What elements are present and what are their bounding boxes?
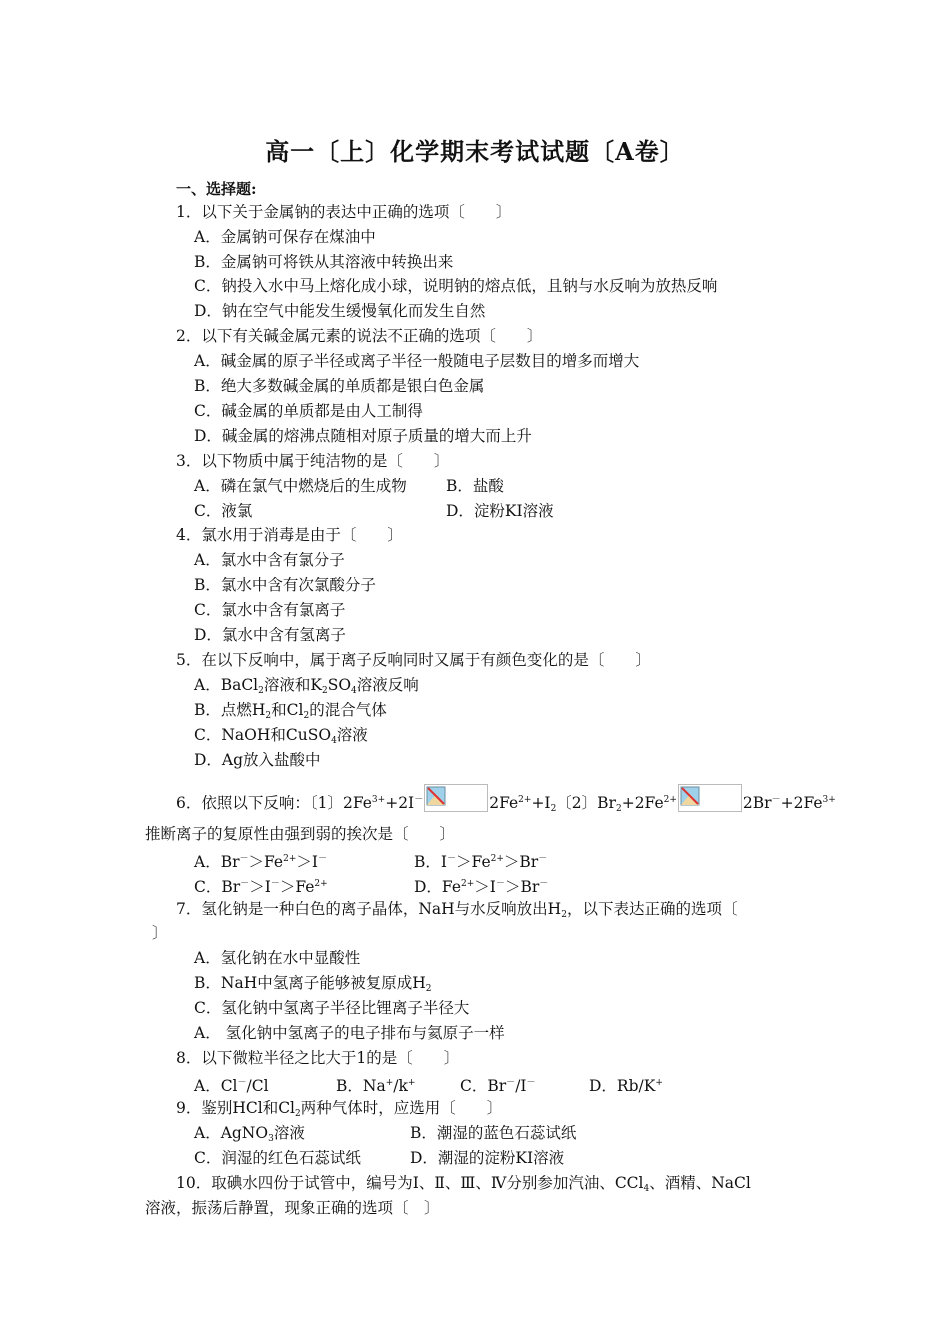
q3-stem: 3．以下物质中属于纯洁物的是〔 〕	[176, 452, 450, 470]
q6-option-c: C．$Br^->I^->Fe^{2+}$	[194, 878, 328, 896]
q4-option-a: A．氯水中含有氯分子	[194, 551, 345, 569]
q7-stem: 7．氢化钠是一种白色的离子晶体，NaH与水反响放出$H_2$，以下表达正确的选项〔	[176, 900, 738, 920]
q3-option-b: B．盐酸	[446, 477, 504, 495]
q2-option-d: D．碱金属的熔沸点随相对原子质量的增大而上升	[194, 427, 532, 445]
q3-option-c: C．液氯	[194, 502, 253, 520]
q8-option-c: C．Br－/I－	[460, 1077, 536, 1095]
q1-option-d: D．钠在空气中能发生缓慢氧化而发生自然	[194, 302, 486, 320]
q7-option-a: A．氢化钠在水中显酸性	[194, 949, 361, 967]
q6-stem: 6．依照以下反响：〔1〕$2Fe^{3+}+2I^-$ $2Fe^{2+}+I_2$〔2〕$Br_2+2Fe^{2+}$ $2Br^-+2Fe^{3+}$	[176, 784, 836, 819]
q4-stem: 4．氯水用于消毒是由于〔 〕	[176, 526, 403, 544]
q8-option-a: A．Cl－/Cl	[194, 1077, 269, 1095]
q4-option-c: C．氯水中含有氯离子	[194, 601, 346, 619]
q1-option-c: C．钠投入水中马上熔化成小球，说明钠的熔点低，且钠与水反响为放热反响	[194, 277, 718, 295]
reaction-arrow-image-placeholder	[678, 784, 742, 812]
q9-option-b: B．潮湿的蓝色石蕊试纸	[410, 1124, 577, 1142]
q2-option-b: B．绝大多数碱金属的单质都是银白色金属	[194, 377, 485, 395]
broken-image-icon	[680, 786, 700, 806]
q6-option-a: A．$Br^->Fe^{2+}>I^-$	[194, 853, 328, 871]
q6-stem-line2: 推断离子的复原性由强到弱的挨次是〔 〕	[145, 825, 456, 843]
q3-option-a: A．磷在氯气中燃烧后的生成物	[194, 477, 407, 495]
q2-stem: 2．以下有关碱金属元素的说法不正确的选项〔 〕	[176, 327, 543, 345]
q6-option-d: D．$Fe^{2+}>I^->Br^-$	[414, 878, 549, 896]
q2-option-c: C．碱金属的单质都是由人工制得	[194, 402, 423, 420]
q9-stem: 9．鉴别HCl和$Cl_2$两种气体时，应选用〔 〕	[176, 1099, 503, 1119]
q9-option-a: A．AgNO$_3$溶液	[194, 1124, 305, 1144]
q1-option-a: A．金属钠可保存在煤油中	[194, 228, 376, 246]
q7-option-d: A． 氢化钠中氢离子的电子排布与氦原子一样	[194, 1024, 505, 1042]
q8-stem: 8．以下微粒半径之比大于1的是〔 〕	[176, 1049, 460, 1067]
section-heading: 一、选择题:	[176, 180, 257, 198]
q7-option-c: C．氢化钠中氢离子半径比锂离子半径大	[194, 999, 470, 1017]
q9-option-d: D．潮湿的淀粉KI溶液	[410, 1149, 565, 1167]
reaction-arrow-image-placeholder	[424, 784, 488, 812]
q3-option-d: D．淀粉KI溶液	[446, 502, 554, 520]
q5-option-a: A．BaCl$_2$溶液和$K_2SO_4$溶液反响	[194, 676, 419, 696]
q5-option-d: D．Ag放入盐酸中	[194, 751, 321, 769]
q10-stem-line2: 溶液，振荡后静置，现象正确的选项〔 〕	[145, 1199, 440, 1217]
q5-stem: 5．在以下反响中，属于离子反响同时又属于有颜色变化的是〔 〕	[176, 651, 651, 669]
q4-option-b: B．氯水中含有次氯酸分子	[194, 576, 376, 594]
exam-title: 高一〔上〕化学期末考试试题〔A卷〕	[265, 137, 685, 166]
q4-option-d: D．氯水中含有氢离子	[194, 626, 346, 644]
q8-option-d: D．Rb/K+	[589, 1077, 663, 1095]
q7-option-b: B．NaH中氢离子能够被复原成$H_2$	[194, 974, 432, 994]
q7-stem-line2: 〕	[152, 924, 168, 942]
q5-option-b: B．点燃$H_2$和$Cl_2$的混合气体	[194, 701, 387, 721]
q8-option-b: B．Na+/k+	[336, 1077, 416, 1095]
broken-image-icon	[426, 786, 446, 806]
q6-option-b: B．$I^->Fe^{2+}>Br^-$	[414, 853, 548, 871]
q1-option-b: B．金属钠可将铁从其溶液中转换出来	[194, 253, 454, 271]
q9-option-c: C．润湿的红色石蕊试纸	[194, 1149, 361, 1167]
q2-option-a: A．碱金属的原子半径或离子半径一般随电子层数目的增多而增大	[194, 352, 640, 370]
q10-stem: 10．取碘水四份于试管中，编号为Ⅰ、Ⅱ、Ⅲ、Ⅳ分别参加汽油、CCl$_4$、酒精、NaCl	[176, 1174, 751, 1194]
q5-option-c: C．NaOH和CuSO$_4$溶液	[194, 726, 368, 746]
q1-stem: 1．以下关于金属钠的表达中正确的选项〔 〕	[176, 203, 512, 221]
